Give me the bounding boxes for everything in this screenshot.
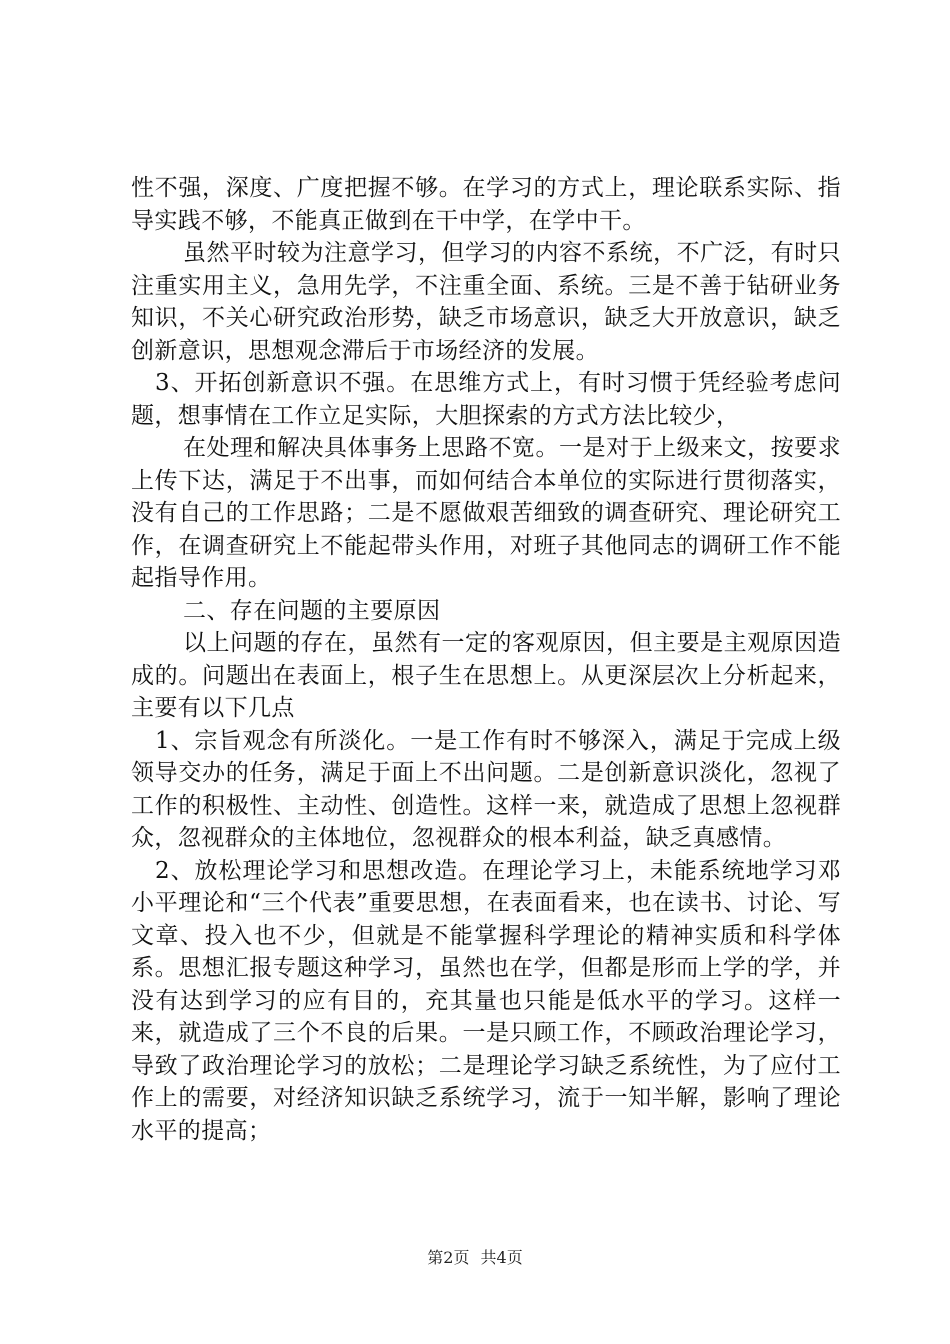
page-number-total: 共4页 <box>480 1248 523 1267</box>
paragraph-purpose-weakened: 1、宗旨观念有所淡化。一是工作有时不够深入，满足于完成上级领导交办的任务，满足于面上不出问题。二是创新意识淡化，忽视了工作的积极性、主动性、创造性。这样一来，就造成了思想上忽视群众，忽视群众的主体地位，忽视群众的根本利益，缺乏真感情。 <box>131 727 841 851</box>
paragraph-theory-study-relaxed: 2、放松理论学习和思想改造。在理论学习上，未能系统地学习邓小平理论和“三个代表”重要思想，在表面看来，也在读书、讨论、写文章、投入也不少，但就是不能掌握科学理论的精神实质和科学体系。思想汇报专题这种学习，虽然也在学，但都是形而上学的学，并没有达到学习的应有目的，充其量也只能是低水平的学习。这样一来，就造成了三个不良的后果。一是只顾工作，不顾政治理论学习，导致了政治理论学习的放松；二是理论学习缺乏系统性，为了应付工作上的需要，对经济知识缺乏系统学习，流于一知半解，影响了理论水平的提高； <box>131 857 841 1144</box>
paragraph-handling-affairs: 在处理和解决具体事务上思路不宽。一是对于上级来文，按要求上传下达，满足于不出事，而如何结合本单位的实际进行贯彻落实，没有自己的工作思路；二是不愿做艰苦细致的调查研究、理论研究工作，在调查研究上不能起带头作用，对班子其他同志的调研工作不能起指导作用。 <box>131 435 841 591</box>
paragraph-causes-intro: 以上问题的存在，虽然有一定的客观原因，但主要是主观原因造成的。问题出在表面上，根子生在思想上。从更深层次上分析起来，主要有以下几点 <box>131 630 841 721</box>
section-heading-main-causes: 二、存在问题的主要原因 <box>183 597 441 624</box>
paragraph-continuation: 性不强，深度、广度把握不够。在学习的方式上，理论联系实际、指导实践不够，不能真正做到在干中学，在学中干。 <box>131 175 841 234</box>
page-footer <box>0 1245 950 1268</box>
document-body <box>131 172 841 1147</box>
page-number-current: 第2页 <box>427 1248 470 1267</box>
paragraph-innovation-weak: 3、开拓创新意识不强。在思维方式上，有时习惯于凭经验考虑问题，想事情在工作立足实际，大胆探索的方式方法比较少， <box>131 370 841 429</box>
paragraph-study-content: 虽然平时较为注意学习，但学习的内容不系统，不广泛，有时只注重实用主义，急用先学，不注重全面、系统。三是不善于钻研业务知识，不关心研究政治形势，缺乏市场意识，缺乏大开放意识，缺乏创新意识，思想观念滞后于市场经济的发展。 <box>131 240 841 364</box>
